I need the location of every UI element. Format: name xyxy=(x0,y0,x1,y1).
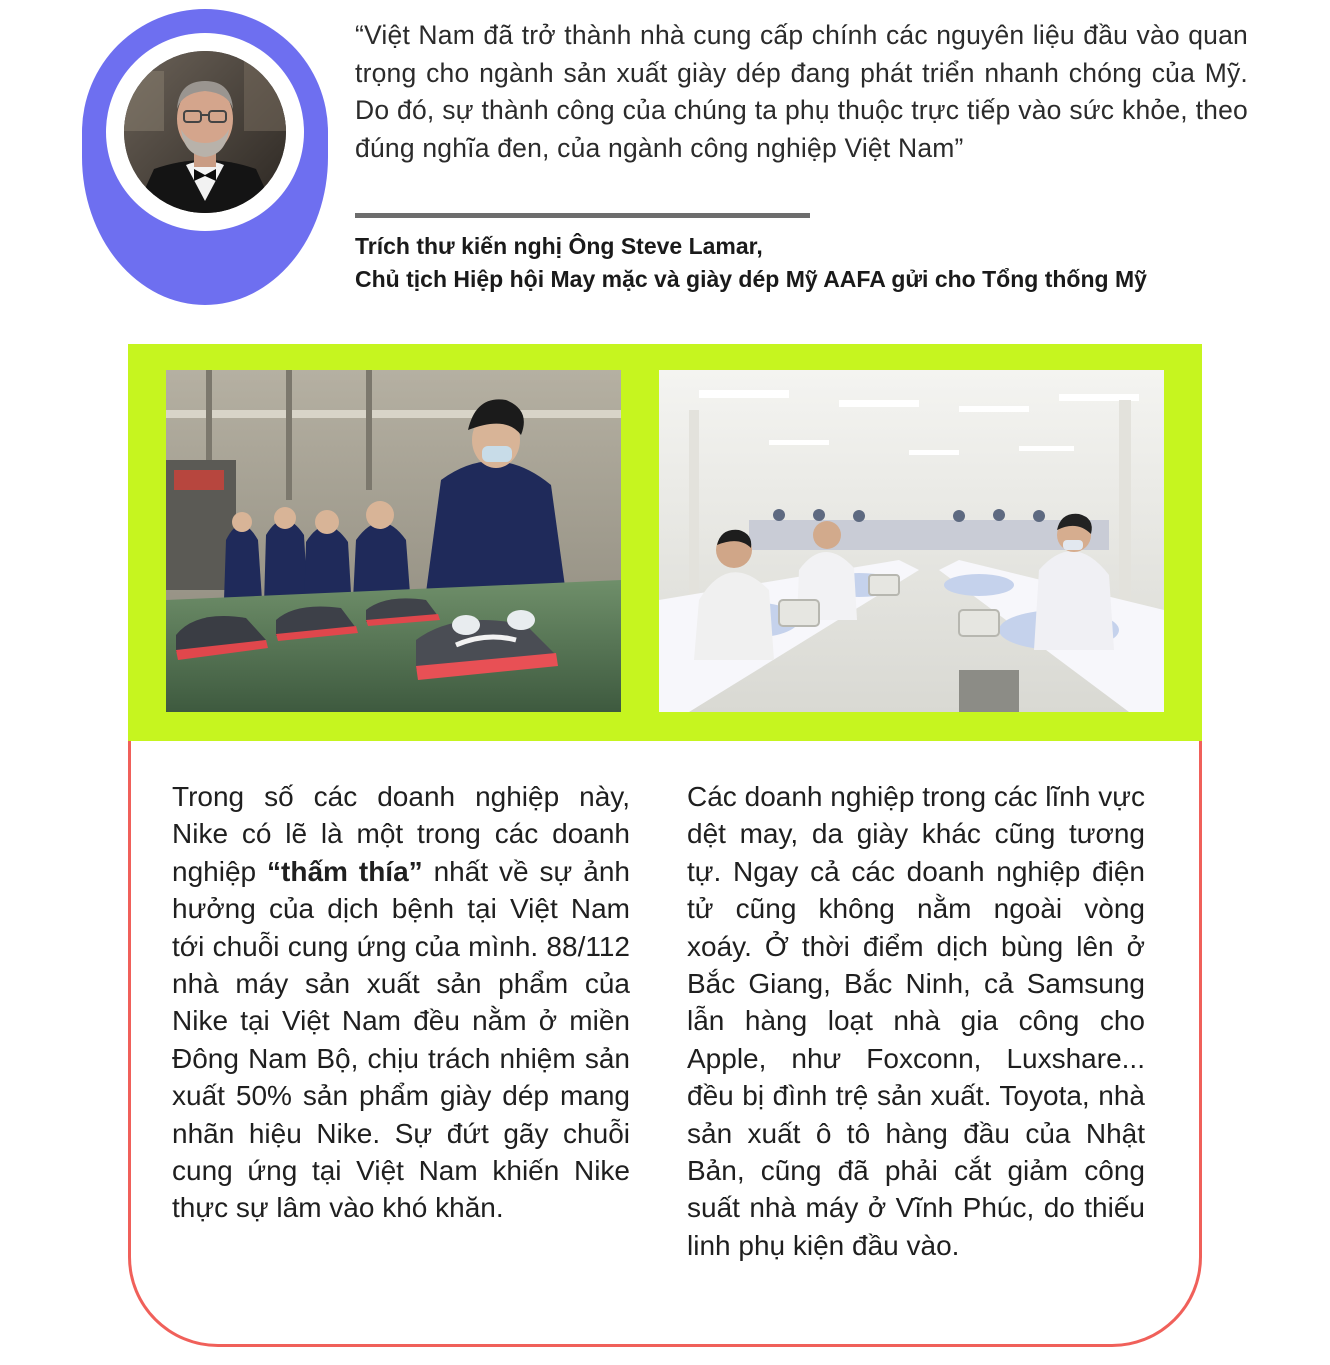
portrait-image xyxy=(124,51,286,213)
avatar xyxy=(124,51,286,213)
garment-factory-image xyxy=(659,370,1164,712)
quote-source xyxy=(355,230,1275,295)
quote-text: “Việt Nam đã trở thành nhà cung cấp chính các nguyên liệu đầu vào quan trọng cho ngành sản xuất giày dép đang phát triển nhanh chóng của Mỹ. Do đó, sự thành công của chúng ta phụ thuộc trực tiếp vào sức khỏe, theo đúng nghĩa đen, của ngành công nghiệp Việt Nam” xyxy=(355,20,1248,163)
quote-source-line-1: Trích thư kiến nghị Ông Steve Lamar, xyxy=(355,233,763,259)
body-column-right: Các doanh nghiệp trong các lĩnh vực dệt may, da giày khác cũng tương tự. Ngay cả các doanh nghiệp điện tử cũng không nằm ngoài vòng xoáy. Ở thời điểm dịch bùng lên ở Bắc Giang, Bắc Ninh, cả Samsung lẫn hàng loạt nhà gia công cho Apple, như Foxconn, Luxshare... đều bị đình trệ sản xuất. Toyota, nhà sản xuất ô tô hàng đầu của Nhật Bản, cũng đã phải cắt giảm công suất nhà máy ở Vĩnh Phúc, do thiếu linh phụ kiện đầu vào. xyxy=(687,781,1145,1261)
body-left-emphasis: “thấm thía” xyxy=(267,855,423,887)
shoe-factory-photo xyxy=(166,370,621,712)
shoe-factory-image xyxy=(166,370,621,712)
quote-source-line-2: Chủ tịch Hiệp hội May mặc và giày dép Mỹ AAFA gửi cho Tổng thống Mỹ xyxy=(355,265,1147,292)
body-left-part-1: Trong số các doanh nghiệp này, Nike có lẽ là một trong các doanh nghiệp xyxy=(172,781,630,887)
quote-divider xyxy=(355,213,810,218)
photo-band xyxy=(128,344,1202,741)
body-left-part-2: nhất về sự ảnh hưởng của dịch bệnh tại Việt Nam tới chuỗi cung ứng của mình. 88/112 nhà máy sản xuất sản phẩm của Nike tại Việt Nam đều nằm ở miền Đông Nam Bộ, chịu trách nhiệm sản xuất 50% sản phẩm giày dép mang nhãn hiệu Nike. Sự đứt gãy chuỗi cung ứng tại Việt Nam khiến Nike thực sự lâm vào khó khăn. xyxy=(172,855,630,1224)
body-column-left xyxy=(172,778,630,1227)
text-card xyxy=(128,741,1202,1347)
garment-factory-photo xyxy=(659,370,1164,712)
